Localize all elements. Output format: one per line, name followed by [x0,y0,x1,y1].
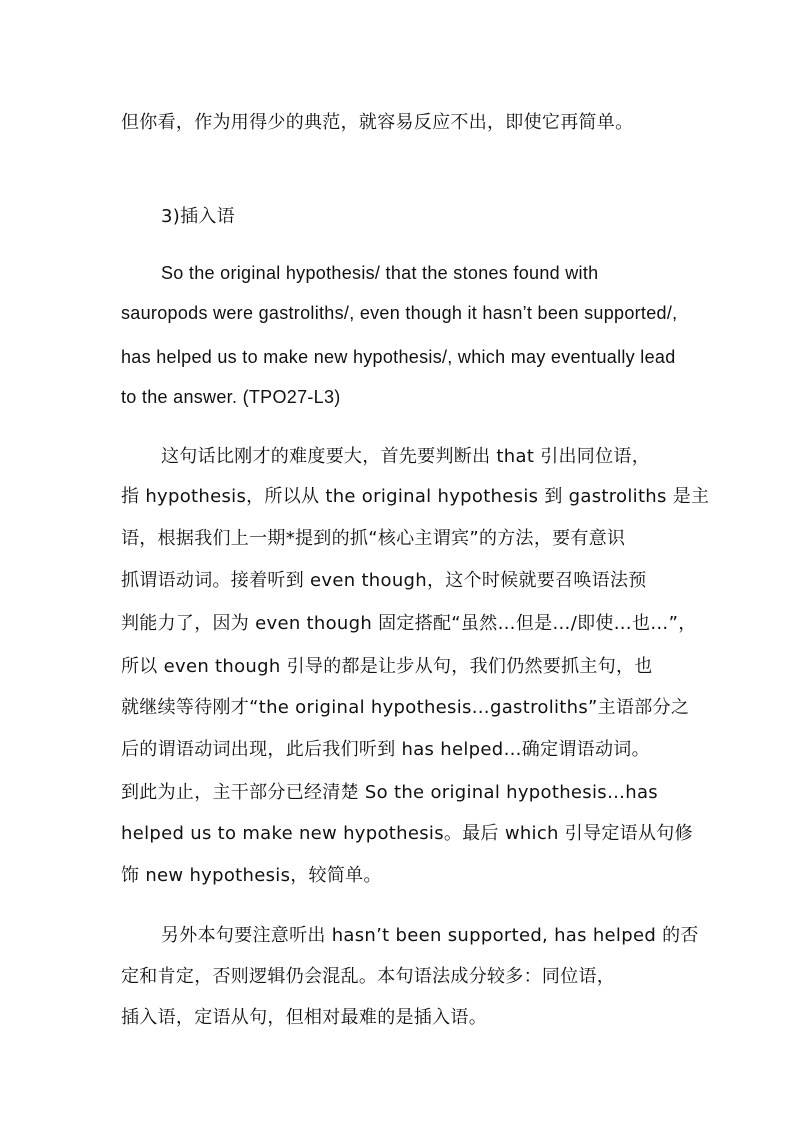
analysis-line: 这句话比刚才的难度要大，首先要判断出 that 引出同位语， [161,446,650,467]
analysis-line: 判能力了，因为 even though 固定搭配“虽然…但是…/即使…也…”， [121,613,697,634]
conclusion-line: 插入语，定语从句，但相对最难的是插入语。 [121,1007,487,1028]
analysis-line: 语，根据我们上一期*提到的抓“核心主谓宾”的方法，要有意识 [121,528,626,549]
intro-tail-line: 但你看，作为用得少的典范，就容易反应不出，即使它再简单。 [121,112,634,133]
example-sentence-line: sauropods were gastroliths/, even though it hasn’t been supported/, [121,303,678,323]
analysis-line: 到此为止，主干部分已经清楚 So the original hypothesis…has [121,782,658,803]
analysis-line: helped us to make new hypothesis。最后 which 引导定语从句修 [121,823,693,844]
analysis-line: 饰 new hypothesis，较简单。 [121,865,382,886]
conclusion-line: 另外本句要注意听出 hasn’t been supported, has helped 的否 [161,925,699,946]
analysis-line: 指 hypothesis，所以从 the original hypothesis 到 gastroliths 是主 [121,486,710,507]
section-heading: 3)插入语 [161,206,235,227]
analysis-line: 后的谓语动词出现，此后我们听到 has helped…确定谓语动词。 [121,739,650,760]
analysis-line: 就继续等待刚才“the original hypothesis…gastroliths”主语部分之 [121,697,690,718]
analysis-line: 所以 even though 引导的都是让步从句，我们仍然要抓主句，也 [121,656,653,677]
conclusion-line: 定和肯定，否则逻辑仍会混乱。本句语法成分较多：同位语， [121,966,616,987]
analysis-line: 抓谓语动词。接着听到 even though，这个时候就要召唤语法预 [121,570,647,591]
example-sentence-line: has helped us to make new hypothesis/, which may eventually lead [121,347,676,367]
example-sentence-line: So the original hypothesis/ that the stones found with [161,263,599,283]
example-sentence-line: to the answer. (TPO27-L3) [121,387,341,407]
